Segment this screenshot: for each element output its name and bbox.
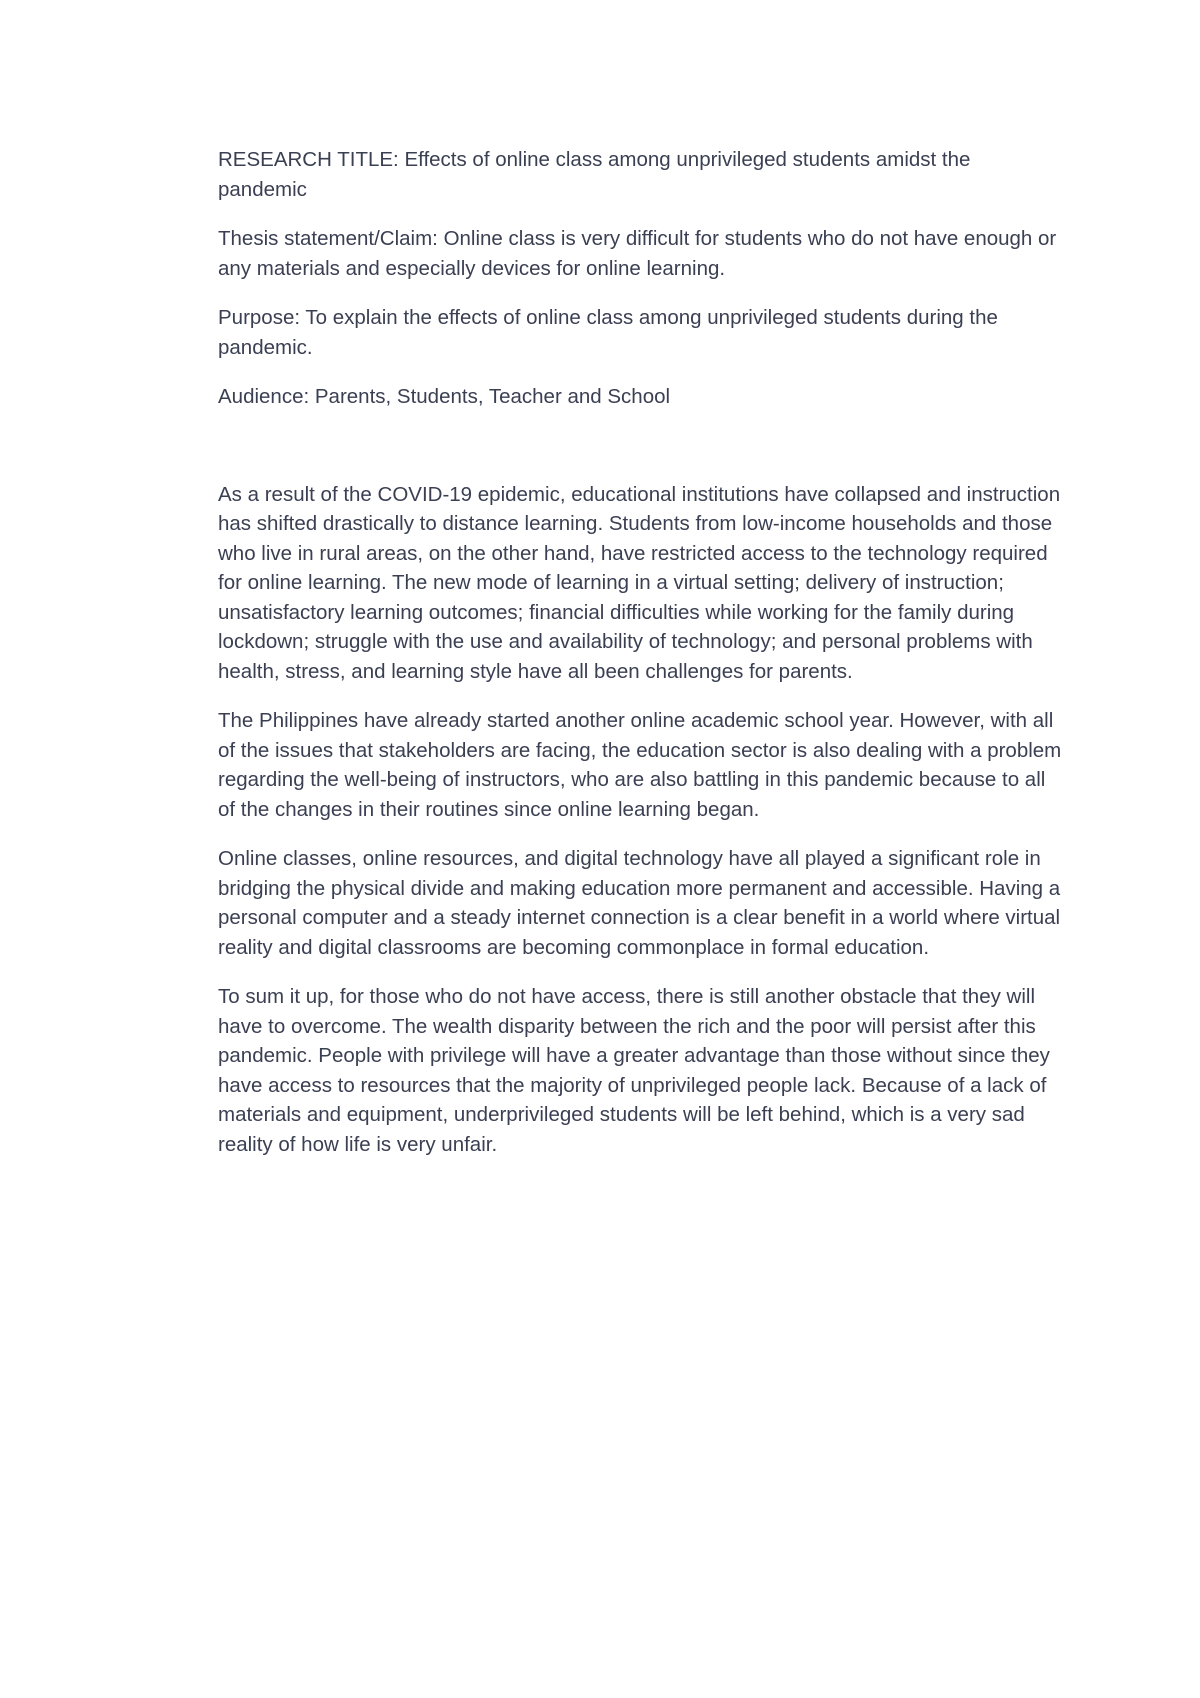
thesis-statement: Thesis statement/Claim: Online class is very difficult for students who do not have enough or any materials and especially devices for online learning. — [218, 227, 1057, 280]
body-paragraph: To sum it up, for those who do not have access, there is still another obstacle that they will have to overcome. The wealth disparity between the rich and the poor will persist after this pandemic. People with privilege will have a greater advantage than those without since they have access to resources that the majority of unprivileged people lack. Because of a lack of materials and equipment, underprivileged students will be left behind, which is a very sad reality of how life is very unfair. — [218, 985, 1050, 1156]
body-paragraph: Online classes, online resources, and digital technology have all played a significant role in bridging the physical divide and making education more permanent and accessible. Having a personal computer and a steady internet connection is a clear benefit in a world where virtual reality and digital classrooms are becoming commonplace in formal education. — [218, 847, 1061, 959]
body-paragraph: As a result of the COVID-19 epidemic, educational institutions have collapsed and instruction has shifted drastically to distance learning. Students from low-income households and those who live in rural areas, on the other hand, have restricted access to the technology required for online learning. The new mode of learning in a virtual setting; delivery of instruction; unsatisfactory learning outcomes; financial difficulties while working for the family during lockdown; struggle with the use and availability of technology; and personal problems with health, stress, and learning style have all been challenges for parents. — [218, 482, 1061, 683]
research-title: RESEARCH TITLE: Effects of online class among unprivileged students amidst the pandemic — [218, 148, 971, 201]
purpose-statement: Purpose: To explain the effects of online class among unprivileged students during the pandemic. — [218, 306, 998, 359]
body-paragraph: The Philippines have already started another online academic school year. However, with all of the issues that stakeholders are facing, the education sector is also dealing with a problem regarding the well-being of instructors, who are also battling in this pandemic because to all of the changes in their routines since online learning began. — [218, 709, 1062, 821]
document-body — [218, 145, 1063, 1179]
audience-statement: Audience: Parents, Students, Teacher and School — [218, 385, 671, 408]
